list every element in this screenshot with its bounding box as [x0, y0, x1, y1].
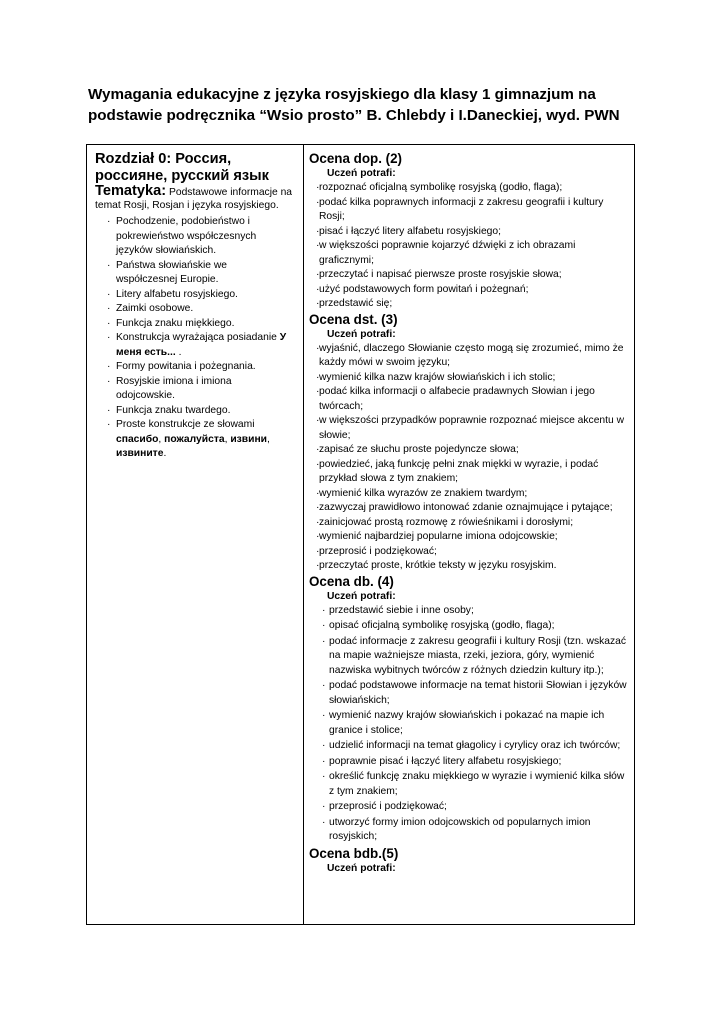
bullet-icon: ·: [316, 502, 320, 513]
requirement-item: · wymienić najbardziej popularne imiona odojcowskie;: [309, 530, 631, 545]
topic-text: Podstawowe informacje na temat Rosji, Rosjan i języka rosyjskiego.: [95, 187, 293, 211]
topic-item: · Rosyjskie imiona i imiona odojcowskie.: [107, 375, 232, 401]
topic-item: · Funkcja znaku miękkiego.: [95, 317, 289, 332]
uczen-label: Uczeń potrafi:: [327, 590, 396, 602]
requirement-item: · wymienić nazwy krajów słowiańskich i pokazać na mapie ich granice i stolice;: [322, 710, 605, 736]
topic-paragraph: [95, 185, 295, 212]
grades-column: [309, 151, 631, 876]
requirement-item: · w większości przypadków poprawnie rozpoznać miejsce akcentu w słowie;: [316, 415, 625, 441]
requirement-item: · utworzyć formy imion odojcowskich od popularnych imion rosyjskich;: [322, 816, 591, 842]
bullet-icon: ·: [316, 458, 320, 470]
bullet-icon: ·: [107, 361, 111, 372]
bullet-icon: ·: [316, 444, 320, 455]
requirement-item: · wymienić kilka wyrazów ze znakiem twardym;: [309, 487, 631, 502]
grade-heading-dop: Ocena dop. (2): [309, 151, 403, 166]
requirement-item: · podać informacje z zakresu geografii i kultury Rosji (tzn. wskazać na mapie ważniejsze miasta, rzeki, jeziora, góry, wymienić nazwiska wybitnych twórców z różnych dziedzin kultury itp.);: [322, 635, 627, 676]
chapter-column: [95, 151, 295, 462]
document-title: Wymagania edukacyjne z języka rosyjskiego dla klasy 1 gimnazjum na podstawie podręcznika “Wsio prosto” B. Chlebdy i I.Daneckiej, wyd. PWN: [88, 86, 620, 124]
topic-item: · Funkcja znaku twardego.: [95, 404, 289, 419]
bullet-icon: ·: [316, 342, 320, 354]
topic-item: · Proste konstrukcje ze słowami спасибо, пожалуйста, извини, извините.: [107, 419, 270, 459]
bullet-icon: ·: [322, 771, 326, 782]
requirement-item: · określić funkcję znaku miękkiego w wyrazie i wymienić kilka słów z tym znakiem;: [322, 771, 625, 797]
topic-label: Tematyka:: [95, 183, 167, 199]
bullet-icon: ·: [316, 516, 320, 528]
bullet-icon: ·: [316, 415, 320, 426]
bullet-icon: ·: [322, 816, 326, 828]
bullet-icon: ·: [316, 531, 320, 542]
bullet-icon: ·: [316, 269, 320, 280]
bullet-icon: ·: [107, 216, 111, 227]
requirement-item: · pisać i łączyć litery alfabetu rosyjskiego;: [309, 225, 631, 240]
bullet-icon: ·: [316, 560, 320, 571]
bullet-icon: ·: [107, 332, 111, 343]
bullet-icon: ·: [316, 545, 320, 557]
requirement-item: · zapisać ze słuchu proste pojedyncze słowa;: [309, 443, 631, 458]
bullet-icon: ·: [322, 635, 326, 647]
bullet-icon: ·: [316, 240, 320, 251]
requirement-item: · podać kilka informacji o alfabecie pradawnych Słowian i jego twórcach;: [316, 386, 595, 412]
requirement-item: · wymienić kilka nazw krajów słowiańskich i ich stolic;: [309, 371, 631, 386]
bullet-icon: ·: [107, 419, 111, 430]
bullet-icon: ·: [107, 404, 111, 416]
bullet-icon: ·: [107, 375, 111, 387]
bullet-icon: ·: [322, 620, 326, 631]
topic-item: · Pochodzenie, podobieństwo i pokrewieństwo współczesnych języków słowiańskich.: [107, 216, 257, 256]
requirement-list-dop: [309, 181, 631, 312]
bullet-icon: ·: [107, 317, 111, 329]
bullet-icon: ·: [107, 303, 111, 314]
requirement-item: · rozpoznać oficjalną symbolikę rosyjską (godło, flaga);: [309, 181, 631, 196]
requirement-item: · przeprosić i podziękować;: [309, 545, 631, 560]
topic-item: · Zaimki osobowe.: [95, 302, 289, 317]
uczen-label: Uczeń potrafi:: [327, 328, 396, 340]
topic-list: [95, 215, 295, 462]
bullet-icon: ·: [322, 604, 326, 616]
bullet-icon: ·: [316, 225, 320, 237]
topic-item: · Konstrukcja wyrażająca posiadanie У меня есть... .: [107, 332, 287, 358]
requirement-item: · zainicjować prostą rozmowę z rówieśnikami i dorosłymi;: [309, 516, 631, 531]
bullet-icon: ·: [107, 288, 111, 300]
grade-heading-bdb: Ocena bdb.(5): [309, 845, 399, 861]
chapter-title: Rozdział 0: Россия, россияне, русский язык: [95, 151, 269, 184]
uczen-label: Uczeń potrafi:: [327, 168, 396, 179]
requirement-item: · w większości poprawnie kojarzyć dźwięki z ich obrazami graficznymi;: [316, 240, 576, 266]
requirement-item: · przeczytać proste, krótkie teksty w języku rosyjskim.: [309, 559, 631, 574]
bullet-icon: ·: [322, 755, 326, 767]
requirement-item: · przedstawić się;: [309, 297, 631, 312]
topic-item: · Litery alfabetu rosyjskiego.: [95, 288, 289, 303]
topic-item: · Państwa słowiańskie we współczesnej Europie.: [107, 259, 228, 285]
requirement-item: · użyć podstawowych form powitań i pożegnań;: [309, 283, 631, 298]
requirement-item: · udzielić informacji na temat głagolicy i cyrylicy oraz ich twórców;: [309, 739, 631, 754]
requirements-table: [86, 144, 635, 925]
bullet-icon: ·: [316, 283, 320, 295]
requirement-item: · przeprosić i podziękować;: [309, 800, 631, 815]
requirement-item: · powiedzieć, jaką funkcję pełni znak miękki w wyrazie, i podać przykład słowa z tym znakiem;: [316, 458, 599, 484]
bullet-icon: ·: [316, 371, 320, 383]
requirement-list-db: [309, 604, 631, 845]
requirement-item: · poprawnie pisać i łączyć litery alfabetu rosyjskiego;: [309, 755, 631, 770]
requirement-item: · podać kilka poprawnych informacji z zakresu geografii i kultury Rosji;: [316, 196, 604, 222]
bullet-icon: ·: [322, 801, 326, 812]
topic-item: · Formy powitania i pożegnania.: [95, 360, 289, 375]
uczen-label: Uczeń potrafi:: [327, 862, 396, 874]
requirement-item: · przedstawić siebie i inne osoby;: [309, 604, 631, 619]
grade-heading-dst: Ocena dst. (3): [309, 311, 398, 327]
bullet-icon: ·: [316, 487, 320, 499]
requirement-item: · podać podstawowe informacje na temat historii Słowian i języków słowiańskich;: [322, 680, 627, 706]
bullet-icon: ·: [322, 680, 326, 691]
column-divider: [303, 145, 304, 924]
bullet-icon: ·: [316, 298, 320, 309]
bullet-icon: ·: [322, 710, 326, 721]
requirement-item: · wyjaśnić, dlaczego Słowianie często mogą się zrozumieć, mimo że każdy mówi w swoim języku;: [316, 342, 624, 368]
requirement-list-dst: [309, 342, 631, 574]
bullet-icon: ·: [322, 740, 326, 751]
bullet-icon: ·: [107, 259, 111, 271]
bullet-icon: ·: [316, 386, 320, 397]
requirement-item: · zazwyczaj prawidłowo intonować zdanie oznajmujące i pytające;: [309, 501, 631, 516]
grade-heading-db: Ocena db. (4): [309, 573, 394, 589]
requirement-item: · opisać oficjalną symbolikę rosyjską (godło, flaga);: [309, 619, 631, 634]
bullet-icon: ·: [316, 196, 320, 208]
bullet-icon: ·: [316, 182, 320, 193]
requirement-item: · przeczytać i napisać pierwsze proste rosyjskie słowa;: [309, 268, 631, 283]
